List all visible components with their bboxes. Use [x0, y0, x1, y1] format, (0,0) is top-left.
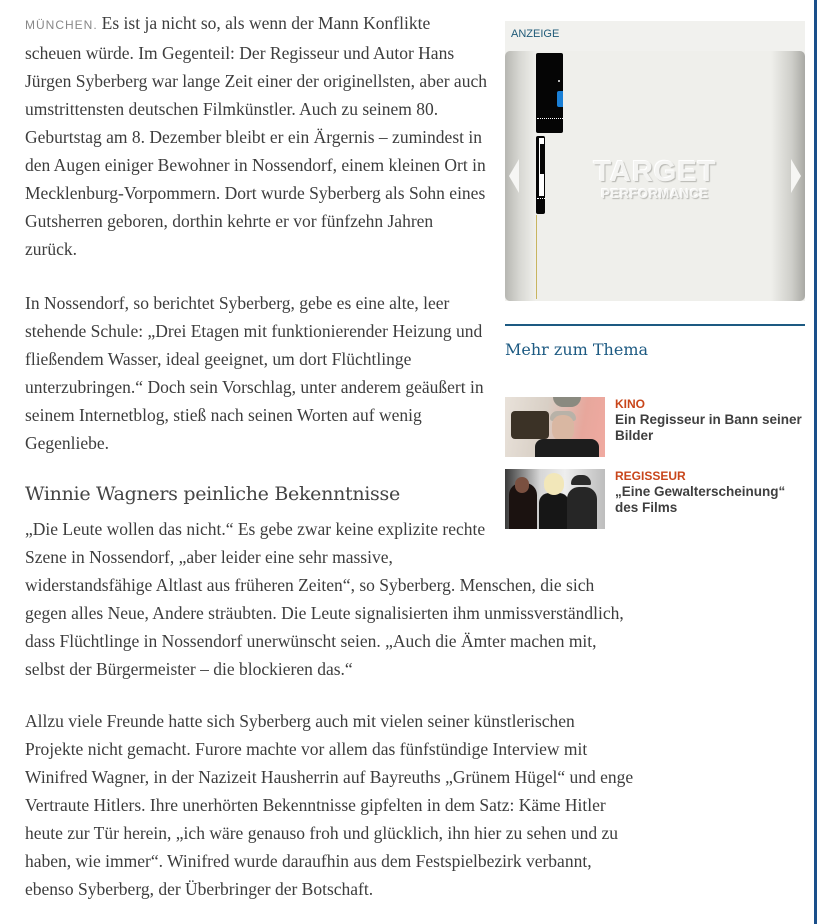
related-section-title: Mehr zum Thema [505, 340, 649, 359]
ad-banner[interactable] [505, 51, 805, 301]
paragraph-text-wide: widerstandsfähige Altlast aus früheren Zeiten“, so Syberberg. Menschen, die sich gegen alles Neue, Andere sträubten. Die Leute signalisierten ihm unmissverständlich, dass Flüchtlinge in Nossendorf unerwünscht seien. „Auch die Ämter machen mit, selbst der Bürgermeister – die blockieren das.“ [25, 575, 624, 679]
ad-thumbnail-divider [537, 118, 563, 119]
article-paragraph [25, 9, 487, 263]
chevron-right-icon[interactable] [791, 159, 801, 193]
article-subheading: Winnie Wagners peinliche Bekenntnisse [25, 483, 400, 505]
related-article-title[interactable]: Ein Regisseur in Bann seiner Bilder [615, 412, 802, 443]
ad-label: ANZEIGE [511, 28, 560, 40]
related-article-kicker: KINO [615, 397, 645, 411]
ad-thumbnail-detail [558, 80, 560, 82]
section-divider [505, 324, 805, 326]
thumbnail-detail [571, 475, 591, 485]
related-article-text[interactable] [615, 397, 805, 444]
article-paragraph: Allzu viele Freunde hatte sich Syberberg auch mit vielen seiner künstlerischen Projekte nicht gemacht. Furore machte vor allem das fünfstündige Interview mit Winifred Wagner, in der Nazizeit Hausherrin auf Bayreuths „Grünem Hügel“ und enge Vertraute Hitlers. Ihre unerhörten Bekenntnisse gipfelten in dem Satz: Käme Hitler heute zur Tür herein, „ich wäre genauso froh und glücklich, ihn hier zu sehen und zu haben, wie immer“. Winifred wurde daraufhin aus dem Festspielbezirk verbannt, ebenso Syberberg, der Überbringer der Botschaft. [25, 711, 634, 899]
thumbnail-detail [567, 487, 597, 529]
related-article-link[interactable] [505, 397, 805, 457]
article-paragraph: In Nossendorf, so berichtet Syberberg, gebe es eine alte, leer stehende Schule: „Drei Etagen mit funktionierender Heizung und fließendem Wasser, ideal geeignet, um dort Flüchtlinge unterzubringen.“ Doch sein Vorschlag, unter anderem geäußert in seinem Internetblog, stieß nach seinen Worten auf wenig Gegenliebe. [25, 293, 484, 453]
related-article-title[interactable]: „Eine Gewalterscheinung“ des Films [615, 484, 786, 515]
related-article-link[interactable] [505, 469, 805, 529]
chevron-left-icon[interactable] [509, 159, 519, 193]
dateline: MÜNCHEN. [25, 18, 98, 32]
related-article-kicker: REGISSEUR [615, 469, 686, 483]
thumbnail-detail [544, 473, 564, 495]
thumbnail-detail [511, 411, 549, 439]
thumbnail-detail [552, 415, 574, 441]
ad-brand-logo [565, 157, 745, 201]
related-article-thumbnail[interactable] [505, 397, 605, 457]
thumbnail-detail [515, 477, 529, 493]
ad-brand-line1: TARGET [593, 156, 717, 188]
ad-thumbnail-bar [540, 144, 544, 174]
paragraph-text: Es ist ja nicht so, als wenn der Mann Konflikte scheuen würde. Im Gegenteil: Der Regisseur und Autor Hans Jürgen Syberberg war lange Zeit einer der originellsten, aber auch umstrittensten deutschen Filmkünstler. Auch zu seinem 80. Geburtstag am 8. Dezember bleibt er ein Ärgernis – zumindest in den Augen einiger Bewohner in Nossendorf, einem kleinen Ort in Mecklenburg-Vorpommern. Dort wurde Syberberg als Sohn eines Gutsherren geboren, dorthin kehrte er vor fünfzehn Jahren zurück. [25, 13, 487, 259]
ad-thumbnail [536, 53, 563, 133]
ad-brand-line2: PERFORMANCE [601, 186, 709, 201]
article-paragraph [25, 515, 637, 683]
ad-thumbnail [536, 136, 545, 214]
related-article-text[interactable] [615, 469, 805, 516]
thumbnail-detail [535, 439, 599, 457]
thumbnail-detail [553, 397, 581, 407]
ad-thumbnail-button [557, 91, 563, 107]
thumbnail-detail [539, 493, 569, 529]
advertisement [505, 21, 805, 301]
ad-divider-line [536, 215, 537, 299]
related-article-thumbnail[interactable] [505, 469, 605, 529]
paragraph-text-narrow: „Die Leute wollen das nicht.“ Es gebe zwar keine explizite rechte Szene in Nossendorf, „aber leider eine sehr massive, [25, 519, 486, 567]
ad-thumbnail-divider [537, 198, 545, 199]
